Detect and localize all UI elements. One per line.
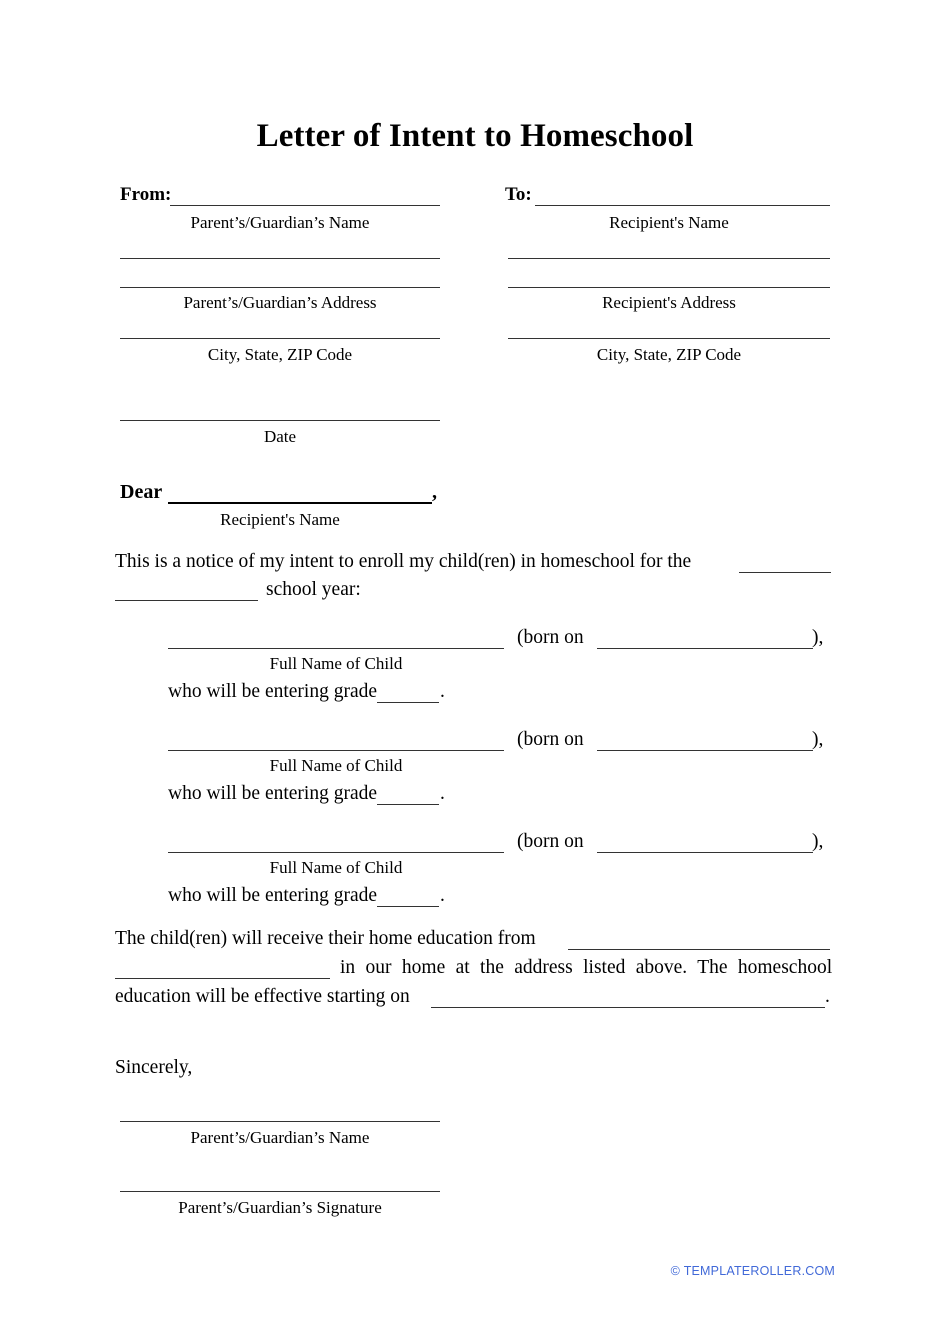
closing-line-1: The child(ren) will receive their home education from	[115, 928, 536, 949]
date-caption: Date	[263, 427, 297, 446]
child-2-grade-label: who will be entering grade	[168, 783, 378, 804]
closing-line-2: in our home at the address listed above. The homeschool	[340, 957, 833, 978]
child-3-grade-line[interactable]	[377, 906, 439, 907]
salutation-recipient-line[interactable]	[168, 502, 432, 504]
signature-line[interactable]	[120, 1191, 440, 1192]
to-address-line-1[interactable]	[508, 258, 830, 259]
salutation-label: Dear	[120, 481, 163, 503]
effective-date-line[interactable]	[431, 1007, 825, 1008]
child-2-birthdate-line[interactable]	[597, 750, 813, 751]
child-3-born-on-label: (born on	[517, 831, 584, 852]
sincerely-label: Sincerely,	[115, 1057, 193, 1078]
child-2-name-line[interactable]	[168, 750, 504, 751]
child-3-name-line[interactable]	[168, 852, 504, 853]
child-2-born-on-close: ),	[812, 729, 824, 750]
child-2-grade-period: .	[440, 783, 445, 804]
child-1-born-on-close: ),	[812, 627, 824, 648]
instructor-title-line[interactable]	[115, 978, 330, 979]
child-1-grade-period: .	[440, 681, 445, 702]
child-2-name-caption: Full Name of Child	[269, 756, 403, 775]
from-citystatezip-line[interactable]	[120, 338, 440, 339]
child-3-grade-period: .	[440, 885, 445, 906]
school-year-line-1[interactable]	[739, 572, 831, 573]
to-name-input-line[interactable]	[535, 205, 830, 206]
page-title: Letter of Intent to Homeschool	[256, 118, 694, 154]
footer-watermark[interactable]	[671, 1264, 835, 1278]
to-name-caption: Recipient's Name	[609, 213, 729, 232]
child-1-name-line[interactable]	[168, 648, 504, 649]
from-name-caption: Parent’s/Guardian’s Name	[190, 213, 370, 232]
school-year-line-2[interactable]	[115, 600, 258, 601]
child-1-grade-label: who will be entering grade	[168, 681, 378, 702]
child-1-name-caption: Full Name of Child	[269, 654, 403, 673]
signature-caption: Parent’s/Guardian’s Signature	[178, 1198, 382, 1217]
from-citystatezip-caption: City, State, ZIP Code	[207, 345, 353, 364]
from-name-input-line[interactable]	[170, 205, 440, 206]
footer-site-label: TEMPLATEROLLER.COM	[683, 1264, 835, 1278]
closing-line-3-period: .	[825, 986, 830, 1007]
child-3-born-on-close: ),	[812, 831, 824, 852]
child-3-grade-label: who will be entering grade	[168, 885, 378, 906]
closing-line-3: education will be effective starting on	[115, 986, 410, 1007]
to-address-caption: Recipient's Address	[602, 293, 736, 312]
from-label: From:	[120, 184, 172, 205]
from-address-line-1[interactable]	[120, 258, 440, 259]
child-1-grade-line[interactable]	[377, 702, 439, 703]
child-2-grade-line[interactable]	[377, 804, 439, 805]
signer-name-line[interactable]	[120, 1121, 440, 1122]
copyright-icon: ©	[670, 1264, 680, 1278]
salutation-comma: ,	[432, 481, 437, 503]
to-citystatezip-line[interactable]	[508, 338, 830, 339]
child-3-birthdate-line[interactable]	[597, 852, 813, 853]
to-citystatezip-caption: City, State, ZIP Code	[596, 345, 742, 364]
to-label: To:	[505, 184, 532, 205]
from-address-line-2[interactable]	[120, 287, 440, 288]
signer-name-caption: Parent’s/Guardian’s Name	[190, 1128, 370, 1147]
intro-line-2: school year:	[266, 579, 361, 600]
child-1-birthdate-line[interactable]	[597, 648, 813, 649]
date-line[interactable]	[120, 420, 440, 421]
child-2-born-on-label: (born on	[517, 729, 584, 750]
child-3-name-caption: Full Name of Child	[269, 858, 403, 877]
from-address-caption: Parent’s/Guardian’s Address	[183, 293, 377, 312]
to-address-line-2[interactable]	[508, 287, 830, 288]
intro-line-1: This is a notice of my intent to enroll my child(ren) in homeschool for the	[115, 551, 692, 572]
instructor-name-line[interactable]	[568, 949, 830, 950]
salutation-caption: Recipient's Name	[220, 510, 340, 529]
child-1-born-on-label: (born on	[517, 627, 584, 648]
